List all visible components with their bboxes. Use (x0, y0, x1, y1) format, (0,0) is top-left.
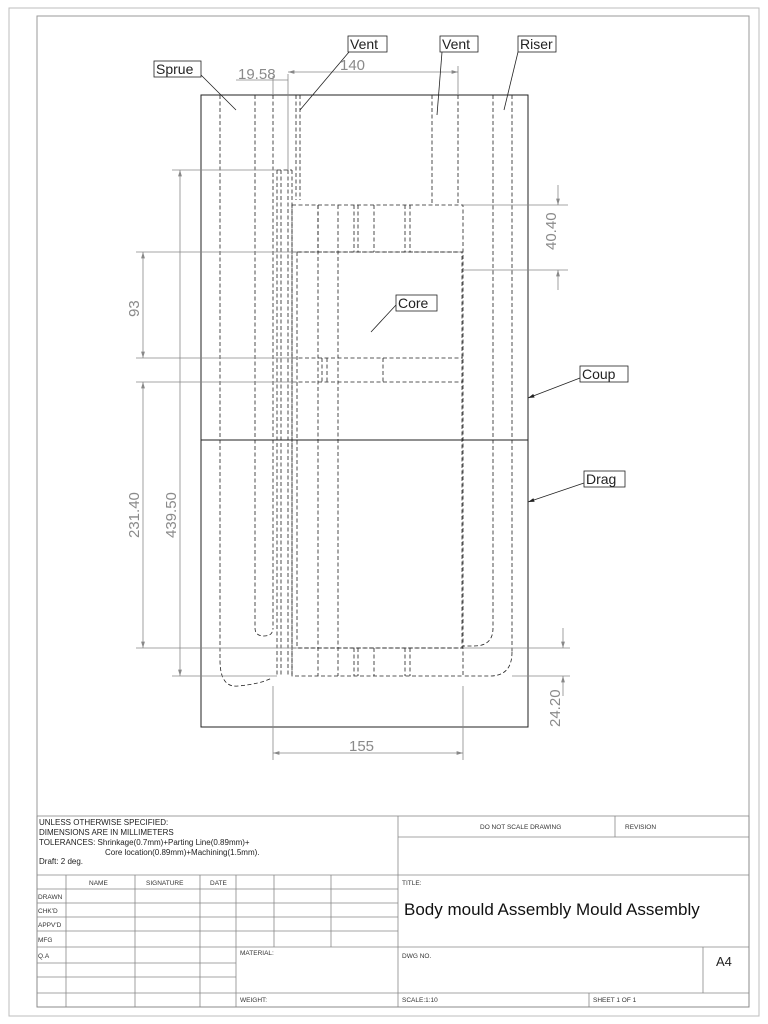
note-line-2: DIMENSIONS ARE IN MILLIMETERS (39, 828, 174, 837)
row-qa: Q.A (38, 953, 50, 960)
header-name: NAME (89, 880, 108, 887)
note-line-1: UNLESS OTHERWISE SPECIFIED: (39, 818, 169, 827)
note-line-5: Draft: 2 deg. (39, 857, 84, 866)
sheet-size: A4 (716, 954, 732, 969)
callout-coup: Coup (582, 366, 616, 382)
inner-border (37, 16, 749, 1007)
outer-border (9, 8, 759, 1016)
callout-core: Core (398, 295, 429, 311)
revision-label: REVISION (625, 824, 657, 831)
callout-boxes (154, 36, 628, 487)
dim-93: 93 (126, 300, 143, 317)
row-mfg: MFG (38, 937, 53, 944)
note-line-4: Core location(0.89mm)+Machining(1.5mm). (105, 848, 260, 857)
material-label: MATERIAL: (240, 950, 274, 957)
note-line-3: TOLERANCES: Shrinkage(0.7mm)+Parting Line(0.89mm)+ (39, 838, 250, 847)
hidden-lines (220, 95, 512, 686)
title-label: TITLE: (402, 880, 422, 887)
weight-label: WEIGHT: (240, 997, 268, 1004)
dim-231-40: 231.40 (126, 492, 143, 538)
callout-vent-2: Vent (442, 36, 471, 52)
callout-drag: Drag (586, 471, 617, 487)
row-approved: APPV'D (38, 922, 62, 929)
dim-140: 140 (340, 57, 366, 74)
row-drawn: DRAWN (38, 894, 63, 901)
callout-sprue: Sprue (156, 61, 194, 77)
header-date: DATE (210, 880, 227, 887)
dim-155: 155 (349, 738, 375, 755)
callout-vent-1: Vent (350, 36, 379, 52)
callout-leaders (201, 52, 584, 502)
drawing-title: Body mould Assembly Mould Assembly (404, 900, 700, 919)
row-checked: CHK'D (38, 908, 58, 915)
callout-riser: Riser (520, 36, 553, 52)
header-signature: SIGNATURE (146, 880, 184, 887)
sheet-number: SHEET 1 OF 1 (593, 997, 637, 1004)
dim-19-58: 19.58 (238, 66, 276, 83)
mould-outline (201, 95, 528, 727)
scale-value: SCALE:1:10 (402, 997, 438, 1004)
do-not-scale: DO NOT SCALE DRAWING (480, 824, 562, 831)
dim-439-50: 439.50 (163, 492, 180, 538)
dim-24-20: 24.20 (547, 689, 564, 727)
dim-40-40: 40.40 (543, 212, 560, 250)
dwg-no-label: DWG NO. (402, 953, 432, 960)
